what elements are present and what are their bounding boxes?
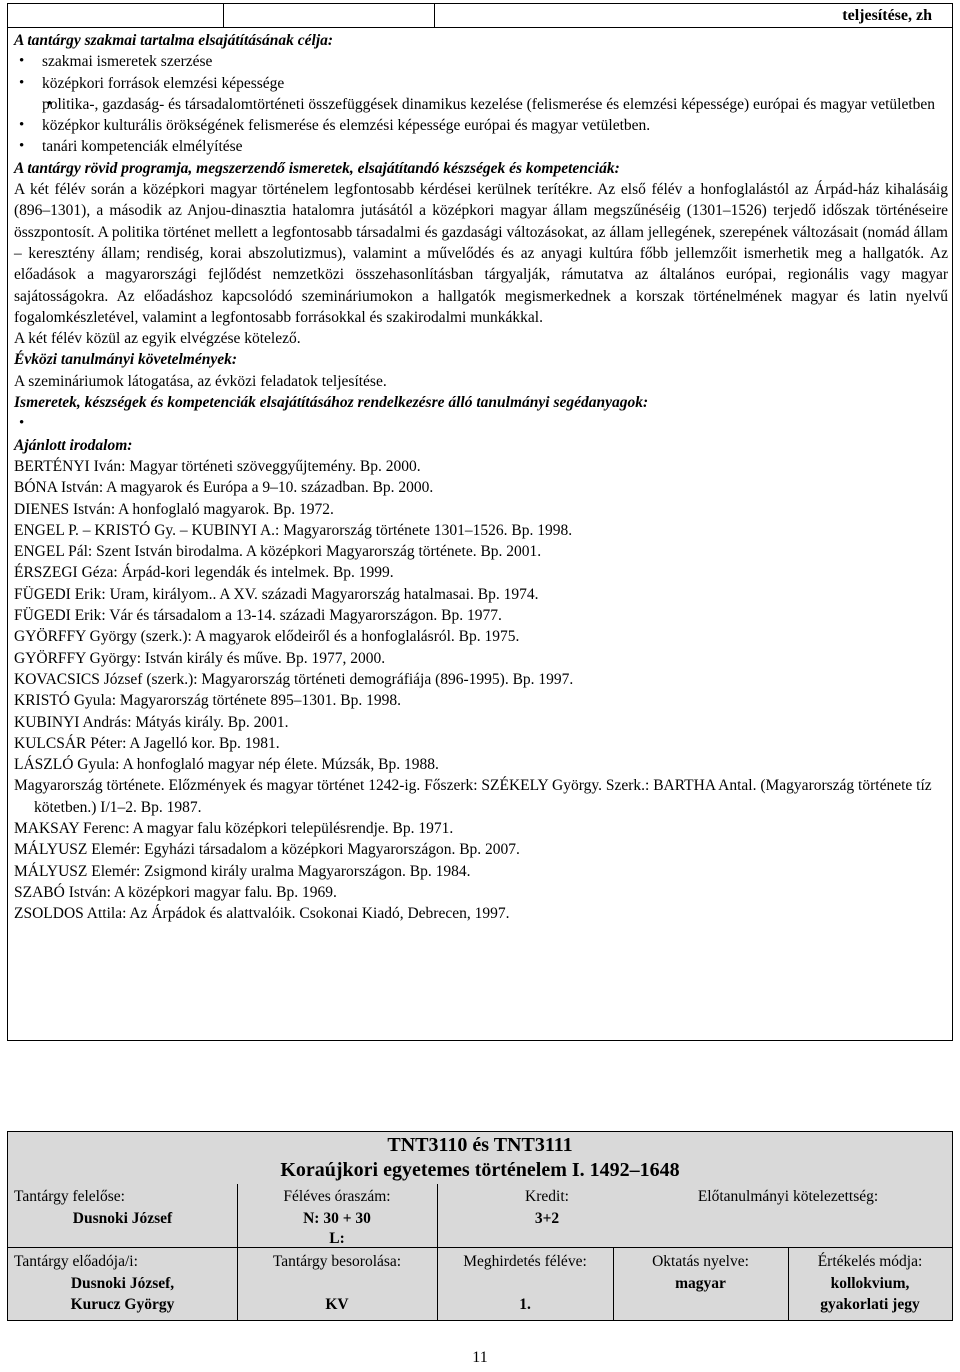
reference-item: ENGEL P. – KRISTÓ Gy. – KUBINYI A.: Magyarország története 1301–1526. Bp. 1998. <box>14 521 573 539</box>
reference-item: MAKSAY Ferenc: A magyar falu középkori településrendje. Bp. 1971. <box>14 819 454 837</box>
reference-item: MÁLYUSZ Elemér: Zsigmond király uralma Magyarországon. Bp. 1984. <box>14 862 471 880</box>
reference-item: KRISTÓ Gyula: Magyarország története 895–1301. Bp. 1998. <box>14 692 402 710</box>
header-row <box>8 4 952 28</box>
course-header-table <box>7 1131 953 1321</box>
language-value: magyar <box>675 1275 726 1292</box>
header-cell <box>435 4 952 28</box>
list-item: • szakmai ismeretek szerzése <box>14 51 948 72</box>
hours-label: Féléves óraszám: <box>283 1188 391 1205</box>
reference-item: ZSOLDOS Attila: Az Árpádok és alattvalóik. Csokonai Kiadó, Debrecen, 1997. <box>14 905 510 923</box>
list-item: • politika-, gazdaság- és társadalomtörténeti összefüggések dinamikus kezelése (felismerése és elemzési képessége) európai és magyar vetületben <box>14 94 948 115</box>
responsible-name: Dusnoki József <box>72 1210 173 1227</box>
program-note: A két félév közül az egyik elvégzése kötelező. <box>14 330 301 348</box>
header-cell <box>224 4 436 28</box>
reference-item: ÉRSZEGI Géza: Árpád-kori legendák és intelmek. Bp. 1999. <box>14 564 394 582</box>
prereq-label: Előtanulmányi kötelezettség: <box>697 1188 879 1205</box>
evaluation-label: Értékelés módja: <box>817 1253 923 1270</box>
program-heading: A tantárgy rövid programja, megszerzendő ismeretek, elsajátítandó készségek és kompetenciák: <box>14 159 620 177</box>
semester-label: Meghirdetés féléve: <box>463 1253 587 1270</box>
course-code: TNT3110 és TNT3111 <box>387 1134 573 1156</box>
requirements-heading: Évközi tanulmányi követelmények: <box>14 351 238 369</box>
program-paragraph: A két félév során a középkori magyar történelem legfontosabb kérdései kerülnek terítékre. Az első félév a honfoglalástól az Árpád-ház kihalásáig (896–1301), a második az Anjou-dinasztia hatalomra jutásától a középkori magyar állam megszűnéséig (1301–1526) terjedő időszak történéseire összpontosít. A politika történet mellett a legfontosabb társadalmi és gazdasági változásokat, az állam jellegének, szerepének változásait (nomád állam – keresztény állam; rendiség, korai abszolutizmus), valamint a művelődés és az anyagi kultúra főbb jellemzőit ismerhetik meg a hallgatók. Az előadások a magyarországi fejlődést nemzetközi összehasonlításban tárgyalják, rámutatva az általános európai, regionális vagy magyar sajátosságokra. Az előadáshoz kapcsolódó szemináriumokon a hallgatók megismerkednek a korszak történelmének magyar és latin nyelvű fogalomkészletével, valamint a legfontosabb forrásokkal és szakirodalmi munkákkal. <box>14 181 948 326</box>
course-description-box <box>7 3 953 1041</box>
responsible-label: Tantárgy felelőse: <box>14 1188 125 1205</box>
reference-item: MÁLYUSZ Elemér: Egyházi társadalom a középkori Magyarországon. Bp. 2007. <box>14 841 520 859</box>
language-label: Oktatás nyelve: <box>652 1253 749 1270</box>
reference-item: KULCSÁR Péter: A Jagelló kor. Bp. 1981. <box>14 734 280 752</box>
evaluation-value-2: gyakorlati jegy <box>820 1296 920 1313</box>
lecturer-label: Tantárgy előadója/i: <box>14 1253 138 1270</box>
evaluation-value-1: kollokvium, <box>830 1275 910 1292</box>
content <box>14 30 948 924</box>
reference-item: FÜGEDI Erik: Vár és társadalom a 13-14. századi Magyarországon. Bp. 1977. <box>14 607 502 625</box>
semester-value: 1. <box>519 1296 531 1313</box>
reference-item: SZABÓ István: A középkori magyar falu. Bp. 1969. <box>14 883 337 901</box>
literature-heading: Ajánlott irodalom: <box>14 436 133 454</box>
reference-item: LÁSZLÓ Gyula: A honfoglaló magyar nép élete. Múzsák, Bp. 1988. <box>14 756 439 774</box>
classification-label: Tantárgy besorolása: <box>272 1253 402 1270</box>
list-item <box>14 413 948 434</box>
list-item: • tanári kompetenciák elmélyítése <box>14 136 948 157</box>
reference-item: KOVACSICS József (szerk.): Magyarország történeti demográfiája (896-1995). Bp. 1997. <box>14 670 574 688</box>
reference-item: GYÖRFFY György (szerk.): A magyarok elődeiről és a honfoglalásról. Bp. 1975. <box>14 628 520 646</box>
reference-item: Magyarország története. Előzmények és magyar történet 1242-ig. Főszerk: SZÉKELY György. Szerk.: BARTHA Antal. (Magyarország története tíz kötetben.) I/1–2. Bp. 1987. <box>14 777 932 816</box>
header-top-right: teljesítése, zh <box>842 7 932 24</box>
lecturer-name-1: Dusnoki József, <box>70 1275 175 1292</box>
materials-heading: Ismeretek, készségek és kompetenciák elsajátításához rendelkezésre álló tanulmányi segédanyagok: <box>14 394 649 412</box>
lecturer-name-2: Kurucz György <box>70 1296 175 1313</box>
materials-list <box>14 413 948 434</box>
divider <box>8 1247 952 1248</box>
reference-item: DIENES István: A honfoglaló magyarok. Bp. 1972. <box>14 500 334 518</box>
requirements-text: A szemináriumok látogatása, az évközi feladatok teljesítése. <box>14 372 387 390</box>
course-name: Koraújkori egyetemes történelem I. 1492–1648 <box>280 1159 680 1181</box>
goal-list <box>14 51 948 157</box>
goal-heading: A tantárgy szakmai tartalma elsajátításának célja: <box>14 32 334 49</box>
hours-n: N: 30 + 30 <box>303 1210 371 1227</box>
reference-item: BERTÉNYI Iván: Magyar történeti szöveggyűjtemény. Bp. 2000. <box>14 457 421 475</box>
reference-item: KUBINYI András: Mátyás király. Bp. 2001. <box>14 713 289 731</box>
reference-item: ENGEL Pál: Szent István birodalma. A középkori Magyarország története. Bp. 2001. <box>14 543 542 561</box>
classification-value: KV <box>325 1296 349 1313</box>
list-item: • középkori források elemzési képessége <box>14 73 948 94</box>
credit-label: Kredit: <box>525 1188 569 1205</box>
reference-item: GYÖRFFY György: István király és műve. Bp. 1977, 2000. <box>14 649 386 667</box>
reference-item: FÜGEDI Erik: Uram, királyom.. A XV. századi Magyarország hatalmasai. Bp. 1974. <box>14 585 539 603</box>
literature-list <box>14 456 948 925</box>
page-number: 11 <box>472 1349 488 1366</box>
header-cell <box>8 4 224 28</box>
credit-value: 3+2 <box>534 1210 560 1227</box>
hours-l: L: <box>329 1230 345 1247</box>
list-item: • középkor kulturális örökségének felismerése és elemzési képessége európai és magyar vetületben. <box>14 115 948 136</box>
reference-item: BÓNA István: A magyarok és Európa a 9–10. században. Bp. 2000. <box>14 479 434 497</box>
